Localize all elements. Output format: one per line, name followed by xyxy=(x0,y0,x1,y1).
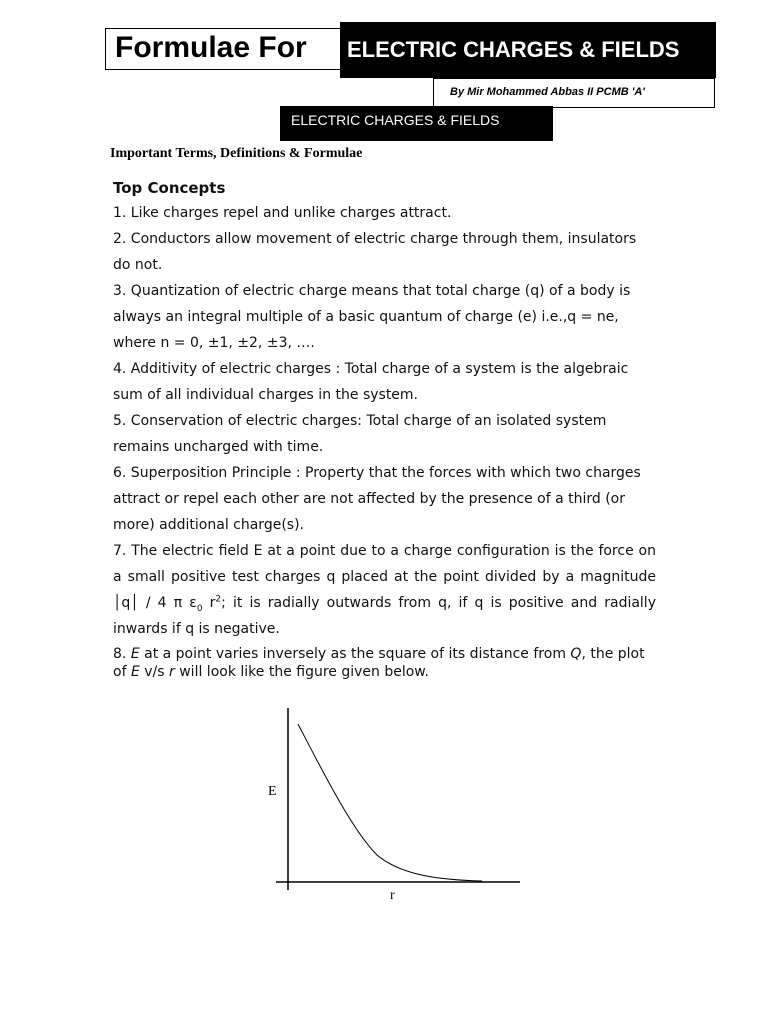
concept-item-1: 1. Like charges repel and unlike charges attract. xyxy=(113,205,452,221)
item7-text-c: ; it is radially outwards from q, if q is positive and radially inwards if q is negative. xyxy=(113,595,656,637)
concept-item-6: 6. Superposition Principle : Property that the forces with which two charges attract or repel each other are not affected by the presence of a third (or more) additional charge(s). xyxy=(113,465,641,533)
item7-subscript: 0 xyxy=(196,603,203,614)
concept-item-7 xyxy=(113,538,656,642)
title-topic-banner: ELECTRIC CHARGES & FIELDS xyxy=(340,22,716,78)
item8-part-1: 8. xyxy=(113,646,131,662)
concepts-section xyxy=(113,176,656,681)
item8-symbol-r: r xyxy=(169,664,175,680)
concept-item-2: 2. Conductors allow movement of electric charge through them, insulators do not. xyxy=(113,231,637,273)
concept-item-5: 5. Conservation of electric charges: Total charge of an isolated system remains uncharged with time. xyxy=(113,413,607,455)
item8-part-5: will look like the figure given below. xyxy=(174,664,429,680)
inverse-square-curve xyxy=(298,724,482,881)
concept-item-8 xyxy=(113,645,656,681)
y-axis-label: E xyxy=(268,784,277,799)
concept-item-3: 3. Quantization of electric charge means that total charge (q) of a body is always an integral multiple of a basic quantum of charge (e) i.e.,q = ne, where n = 0, ±1, ±2, ±3, …. xyxy=(113,283,631,351)
concept-item-4: 4. Additivity of electric charges : Total charge of a system is the algebraic sum of all individual charges in the system. xyxy=(113,361,629,403)
item8-symbol-e: E xyxy=(130,646,140,662)
item8-part-3: , the plot of xyxy=(113,646,645,680)
item8-part-2: at a point varies inversely as the square of its distance from xyxy=(139,646,571,662)
item8-symbol-q: Q xyxy=(570,646,582,662)
item7-superscript: 2 xyxy=(215,594,222,605)
item8-part-4: v/s xyxy=(139,664,170,680)
item8-symbol-e2: E xyxy=(130,664,140,680)
item7-text-b: r xyxy=(202,595,216,611)
author-credit: By Mir Mohammed Abbas II PCMB 'A' xyxy=(433,78,715,108)
e-vs-r-graph xyxy=(262,700,532,910)
section-heading: Top Concepts xyxy=(113,179,226,197)
x-axis-label: r xyxy=(390,888,395,903)
title-formulae-for: Formulae For xyxy=(105,28,345,70)
item7-text-a: 7. The electric field E at a point due to a charge configuration is the force on a small positive test charges q placed at the point divided by a magnitude │q│ / 4 π ε xyxy=(113,543,656,611)
subheading: Important Terms, Definitions & Formulae xyxy=(110,146,363,161)
section-banner: ELECTRIC CHARGES & FIELDS xyxy=(280,106,553,141)
